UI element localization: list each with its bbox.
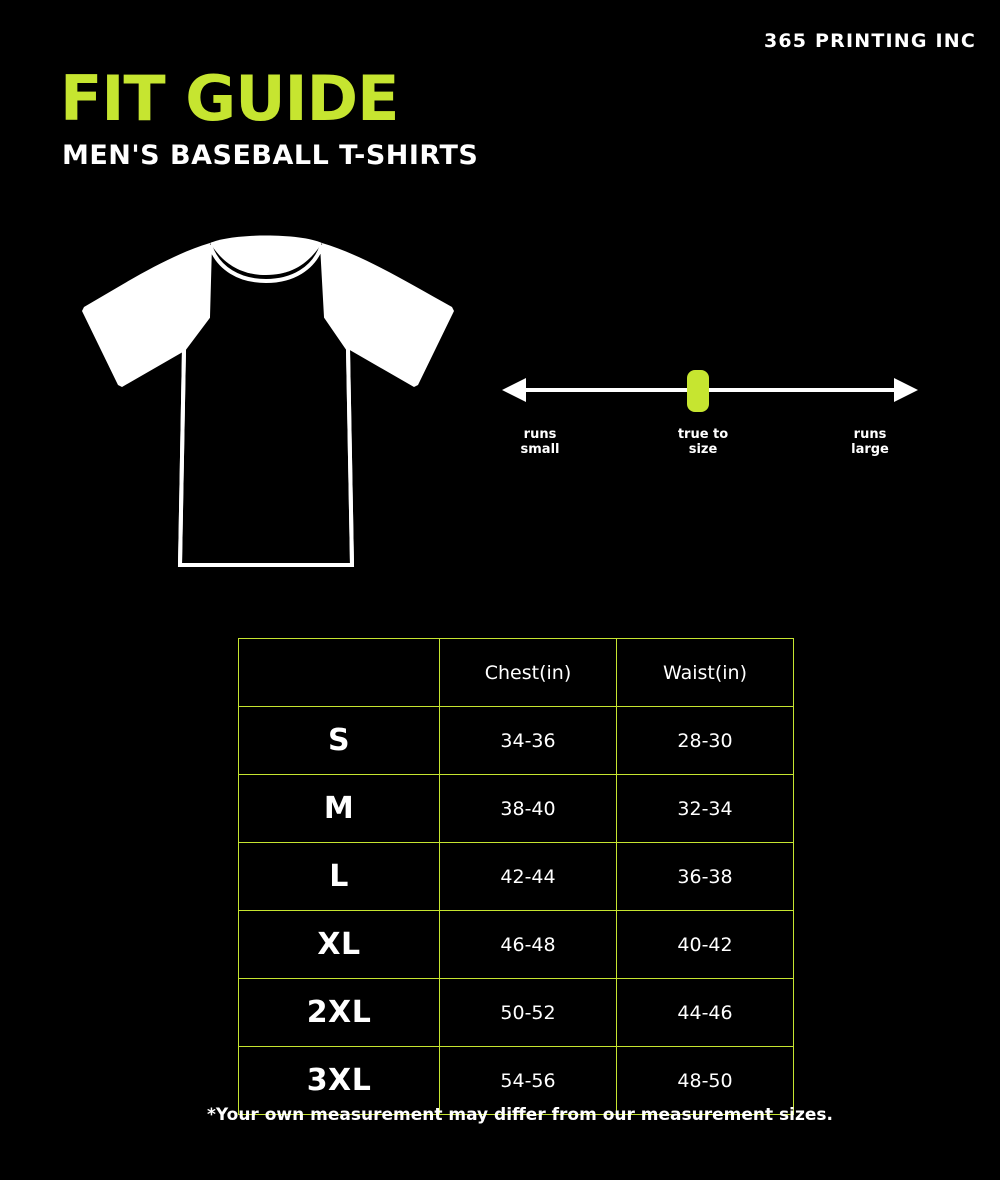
waist-value: 28-30: [617, 707, 794, 775]
chest-value: 54-56: [440, 1047, 617, 1115]
size-label: M: [239, 775, 440, 843]
size-chart-table: [238, 638, 794, 1115]
table-header-waist: Waist(in): [617, 639, 794, 707]
fit-label-runs-large-line2: large: [851, 441, 889, 457]
fit-label-runs-small-line1: runs: [523, 427, 557, 442]
size-label: L: [239, 843, 440, 911]
fit-label-runs-small-line2: small: [520, 441, 560, 457]
chest-value: 34-36: [440, 707, 617, 775]
table-row: [239, 843, 794, 911]
brand-name: 365 PRINTING INC: [763, 30, 976, 52]
waist-value: 32-34: [617, 775, 794, 843]
chest-value: 42-44: [440, 843, 617, 911]
chest-value: 38-40: [440, 775, 617, 843]
table-header-blank: [239, 639, 440, 707]
size-label: XL: [239, 911, 440, 979]
size-label: S: [239, 707, 440, 775]
waist-value: 36-38: [617, 843, 794, 911]
footnote: *Your own measurement may differ from our measurement sizes.: [207, 1105, 833, 1125]
size-label: 2XL: [239, 979, 440, 1047]
table-row: [239, 911, 794, 979]
fit-label-runs-small: [495, 428, 585, 458]
waist-value: 48-50: [617, 1047, 794, 1115]
fit-label-true-to-size: [658, 428, 748, 458]
size-label: 3XL: [239, 1047, 440, 1115]
table-row: [239, 707, 794, 775]
page-subtitle: MEN'S BASEBALL T-SHIRTS: [62, 140, 479, 171]
table-row: [239, 979, 794, 1047]
table-header-row: [239, 639, 794, 707]
chest-value: 50-52: [440, 979, 617, 1047]
baseball-tshirt-illustration: [60, 225, 520, 589]
page-title: FIT GUIDE: [60, 62, 399, 135]
fit-scale: [500, 360, 920, 480]
table-row: [239, 775, 794, 843]
fit-label-runs-large: [825, 428, 915, 458]
fit-label-runs-large-line1: runs: [853, 427, 887, 442]
fit-label-true-to-size-line2: size: [688, 441, 718, 457]
waist-value: 44-46: [617, 979, 794, 1047]
chest-value: 46-48: [440, 911, 617, 979]
fit-label-true-to-size-line1: true to: [677, 427, 729, 442]
table-header-chest: Chest(in): [440, 639, 617, 707]
waist-value: 40-42: [617, 911, 794, 979]
fit-scale-arrow: [500, 360, 920, 420]
fit-scale-marker: [687, 370, 709, 412]
